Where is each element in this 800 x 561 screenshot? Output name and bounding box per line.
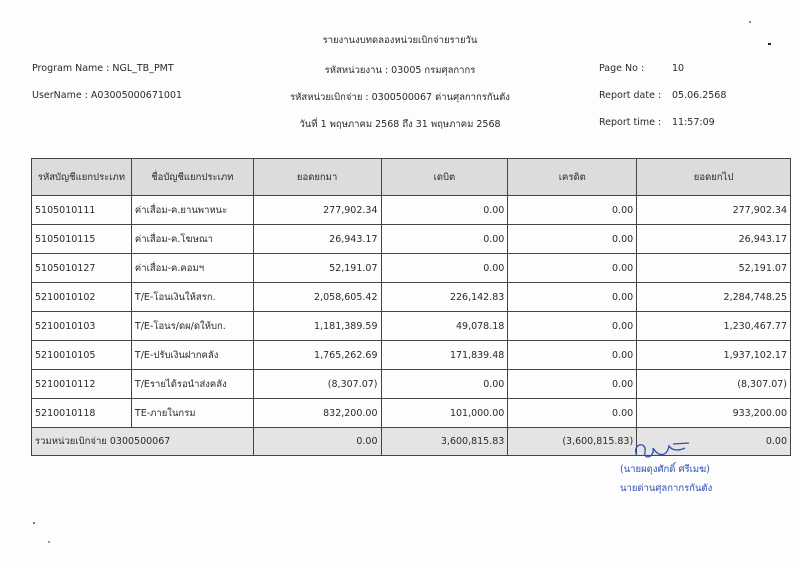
- scan-speck: [33, 522, 35, 524]
- report-time-label: Report time :: [599, 117, 662, 128]
- account-name: T/E-โอนร/ดผ/ดให้บก.: [131, 312, 253, 341]
- account-code: 5210010112: [32, 370, 132, 399]
- carried-forward: 2,284,748.25: [637, 283, 791, 312]
- account-code: 5210010105: [32, 341, 132, 370]
- carried-forward: 933,200.00: [637, 399, 791, 428]
- column-header: ชื่อบัญชีแยกประเภท: [131, 159, 253, 196]
- credit: 0.00: [508, 370, 637, 399]
- carried-forward: 26,943.17: [637, 225, 791, 254]
- account-code: 5210010118: [32, 399, 132, 428]
- credit: 0.00: [508, 283, 637, 312]
- carried-forward: (8,307.07): [637, 370, 791, 399]
- total-credit: (3,600,815.83): [508, 428, 637, 456]
- total-carried-forward: 0.00: [637, 428, 791, 456]
- credit: 0.00: [508, 254, 637, 283]
- account-name: T/Eรายได้รอนำส่งคลัง: [131, 370, 253, 399]
- table-row: [32, 370, 791, 399]
- table-row: [32, 196, 791, 225]
- table-row: [32, 254, 791, 283]
- account-code: 5105010115: [32, 225, 132, 254]
- report-date-label: Report date :: [599, 90, 662, 101]
- carried-forward: 277,902.34: [637, 196, 791, 225]
- signatory-name: (นายผดุงศักดิ์ ศรีเมฆ): [620, 464, 710, 475]
- table-row: [32, 312, 791, 341]
- date-range: วันที่ 1 พฤษภาคม 2568 ถึง 31 พฤษภาคม 2568: [299, 119, 501, 130]
- debit: 0.00: [381, 370, 508, 399]
- carried-forward: 1,937,102.17: [637, 341, 791, 370]
- credit: 0.00: [508, 341, 637, 370]
- debit: 0.00: [381, 225, 508, 254]
- table-row: [32, 283, 791, 312]
- table-row: [32, 341, 791, 370]
- brought-forward: 1,765,262.69: [253, 341, 381, 370]
- user-name: UserName : A03005000671001: [32, 90, 183, 101]
- scan-speck: [768, 43, 771, 45]
- account-name: ค่าเสื่อม-ค.ยานพาหนะ: [131, 196, 253, 225]
- total-debit: 3,600,815.83: [381, 428, 508, 456]
- scan-speck: [749, 21, 751, 23]
- scan-speck: [48, 541, 50, 543]
- account-name: T/E-โอนเงินให้สรก.: [131, 283, 253, 312]
- account-code: 5105010111: [32, 196, 132, 225]
- column-header: ยอดยกไป: [637, 159, 791, 196]
- table-header-row: [32, 159, 791, 196]
- brought-forward: 52,191.07: [253, 254, 381, 283]
- report-time: 11:57:09: [672, 117, 715, 128]
- brought-forward: 832,200.00: [253, 399, 381, 428]
- credit: 0.00: [508, 225, 637, 254]
- carried-forward: 52,191.07: [637, 254, 791, 283]
- trial-balance-table: [31, 158, 791, 456]
- brought-forward: 1,181,389.59: [253, 312, 381, 341]
- account-name: ค่าเสื่อม-ค.คอมฯ: [131, 254, 253, 283]
- column-header: เดบิต: [381, 159, 508, 196]
- report-title: รายงานงบทดลองหน่วยเบิกจ่ายรายวัน: [322, 35, 478, 46]
- account-code: 5210010102: [32, 283, 132, 312]
- total-label: รวมหน่วยเบิกจ่าย 0300500067: [32, 428, 254, 456]
- program-name: Program Name : NGL_TB_PMT: [32, 63, 174, 74]
- report-date: 05.06.2568: [672, 90, 727, 101]
- account-name: T/E-ปรับเงินฝากคลัง: [131, 341, 253, 370]
- column-header: เครดิต: [508, 159, 637, 196]
- account-code: 5210010103: [32, 312, 132, 341]
- account-name: TE-ภายในกรม: [131, 399, 253, 428]
- credit: 0.00: [508, 312, 637, 341]
- column-header: รหัสบัญชีแยกประเภท: [32, 159, 132, 196]
- credit: 0.00: [508, 399, 637, 428]
- debit: 171,839.48: [381, 341, 508, 370]
- debit: 226,142.83: [381, 283, 508, 312]
- signatory-position: นายด่านศุลกากรกันตัง: [620, 483, 713, 494]
- page-no: 10: [672, 63, 685, 74]
- carried-forward: 1,230,467.77: [637, 312, 791, 341]
- account-code: 5105010127: [32, 254, 132, 283]
- handwritten-signature: [629, 438, 709, 464]
- account-name: ค่าเสื่อม-ค.โฆษณา: [131, 225, 253, 254]
- total-brought-forward: 0.00: [253, 428, 381, 456]
- page-no-label: Page No :: [599, 63, 645, 74]
- debit: 101,000.00: [381, 399, 508, 428]
- table-row: [32, 399, 791, 428]
- debit: 0.00: [381, 196, 508, 225]
- agency-code: รหัสหน่วยงาน : 03005 กรมศุลกากร: [324, 65, 476, 76]
- debit: 49,078.18: [381, 312, 508, 341]
- brought-forward: (8,307.07): [253, 370, 381, 399]
- table-row: [32, 225, 791, 254]
- brought-forward: 277,902.34: [253, 196, 381, 225]
- brought-forward: 2,058,605.42: [253, 283, 381, 312]
- credit: 0.00: [508, 196, 637, 225]
- brought-forward: 26,943.17: [253, 225, 381, 254]
- column-header: ยอดยกมา: [253, 159, 381, 196]
- disbursing-unit: รหัสหน่วยเบิกจ่าย : 0300500067 ด่านศุลกากรกันตัง: [290, 92, 510, 103]
- debit: 0.00: [381, 254, 508, 283]
